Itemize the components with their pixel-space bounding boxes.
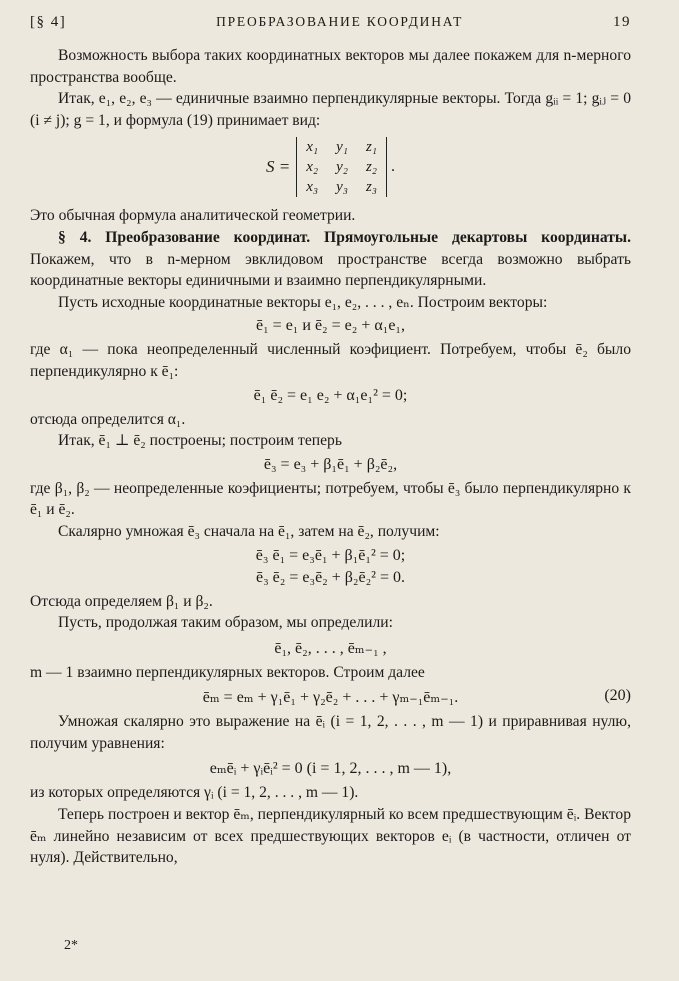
paragraph-16: Теперь построен и вектор ēₘ, перпендикулярный ко всем предшествующим ēᵢ. Вектор ēₘ линейно независим от всех предшествующих векторов eᵢ (в частности, отличен от нуля). Действительно, [30,806,631,867]
equation-2: ē₁ ē₂ = e₁ e₂ + α₁e₁² = 0; [253,386,408,404]
paragraph-11: Отсюда определяем β₁ и β₂. [30,592,213,610]
paragraph-1: Возможность выбора таких координатных векторов мы далее покажем для n-мерного пространства вообще. [30,47,631,86]
paragraph-13: m — 1 взаимно перпендикулярных векторов. Строим далее [30,663,425,681]
determinant-formula [30,135,631,201]
equation-4: ē₃ ē₁ = e₃ē₁ + β₁ē₁² = 0; [255,546,406,564]
paragraph-15: из которых определяются γᵢ (i = 1, 2, . . . , m — 1). [30,784,359,802]
paragraph-12: Пусть, продолжая таким образом, мы определили: [58,614,393,632]
equation-3: ē₃ = e₃ + β₁ē₁ + β₂ē₂, [263,455,398,473]
paragraph-10: Скалярно умножая ē₃ сначала на ē₁, затем на ē₂, получим: [58,522,440,540]
signature-mark: 2* [64,938,78,953]
equation-7-body: ēₘ = eₘ + γ₁ē₁ + γ₂ē₂ + . . . + γₘ₋₁ēₘ₋₁. [202,689,459,707]
section-heading: § 4. Преобразование координат. Прямоугольные декартовы координаты. [58,228,631,246]
determinant-end: . [391,158,396,176]
equation-1: ē₁ = e₁ и ē₂ = e₂ + α₁e₁, [256,317,405,335]
equation-6: ē₁, ē₂, . . . , ēₘ₋₁ , [274,639,387,657]
equation-8: eₘēᵢ + γᵢēᵢ² = 0 (i = 1, 2, . . . , m — 1), [209,760,452,778]
determinant-lhs: S = [265,157,291,177]
running-title: ПРЕОБРАЗОВАНИЕ КООРДИНАТ [216,14,464,29]
paragraph-7: отсюда определится α₁. [30,410,186,428]
equation-7 [30,687,631,707]
paragraph-6: где α₁ — пока неопределенный численный коэфициент. Потребуем, чтобы ē₂ было перпендикулярно к ē₁: [30,341,631,380]
equation-5: ē₃ ē₂ = e₃ē₂ + β₂ē₂² = 0. [256,568,405,586]
equation-number: (20) [604,687,631,705]
paragraph-5: Пусть исходные координатные векторы e₁, e₂, . . . , eₙ. Построим векторы: [58,293,548,311]
paragraph-4 [30,227,631,292]
page-number: 19 [613,14,631,30]
section-body: Покажем, что в n-мерном эвклидовом пространстве всегда возможно выбрать координатные векторы единичными и взаимно перпендикулярными. [30,250,631,290]
paragraph-2: Итак, e₁, e₂, e₃ — единичные взаимно перпендикулярные векторы. Тогда gᵢᵢ = 1; gᵢⱼ = 0 (i ≠ j); g = 1, и формула (19) принимает вид: [30,90,631,129]
section-mark: [§ 4] [30,14,67,30]
paragraph-8: Итак, ē₁ ⊥ ē₂ построены; построим теперь [58,432,342,450]
paragraph-14: Умножая скалярно это выражение на ēᵢ (i = 1, 2, . . . , m — 1) и приравнивая нулю, получим уравнения: [30,713,631,752]
paragraph-3: Это обычная формула аналитической геометрии. [30,207,356,225]
paragraph-9: где β₁, β₂ — неопределенные коэфициенты; потребуем, чтобы ē₃ было перпендикулярно к ē₁ и ē₂. [30,479,631,519]
determinant-matrix: x₁ y₁ z₁ x₂ y₂ z₂ x₃ y₃ z₃ [296,137,387,197]
running-header [30,14,631,31]
